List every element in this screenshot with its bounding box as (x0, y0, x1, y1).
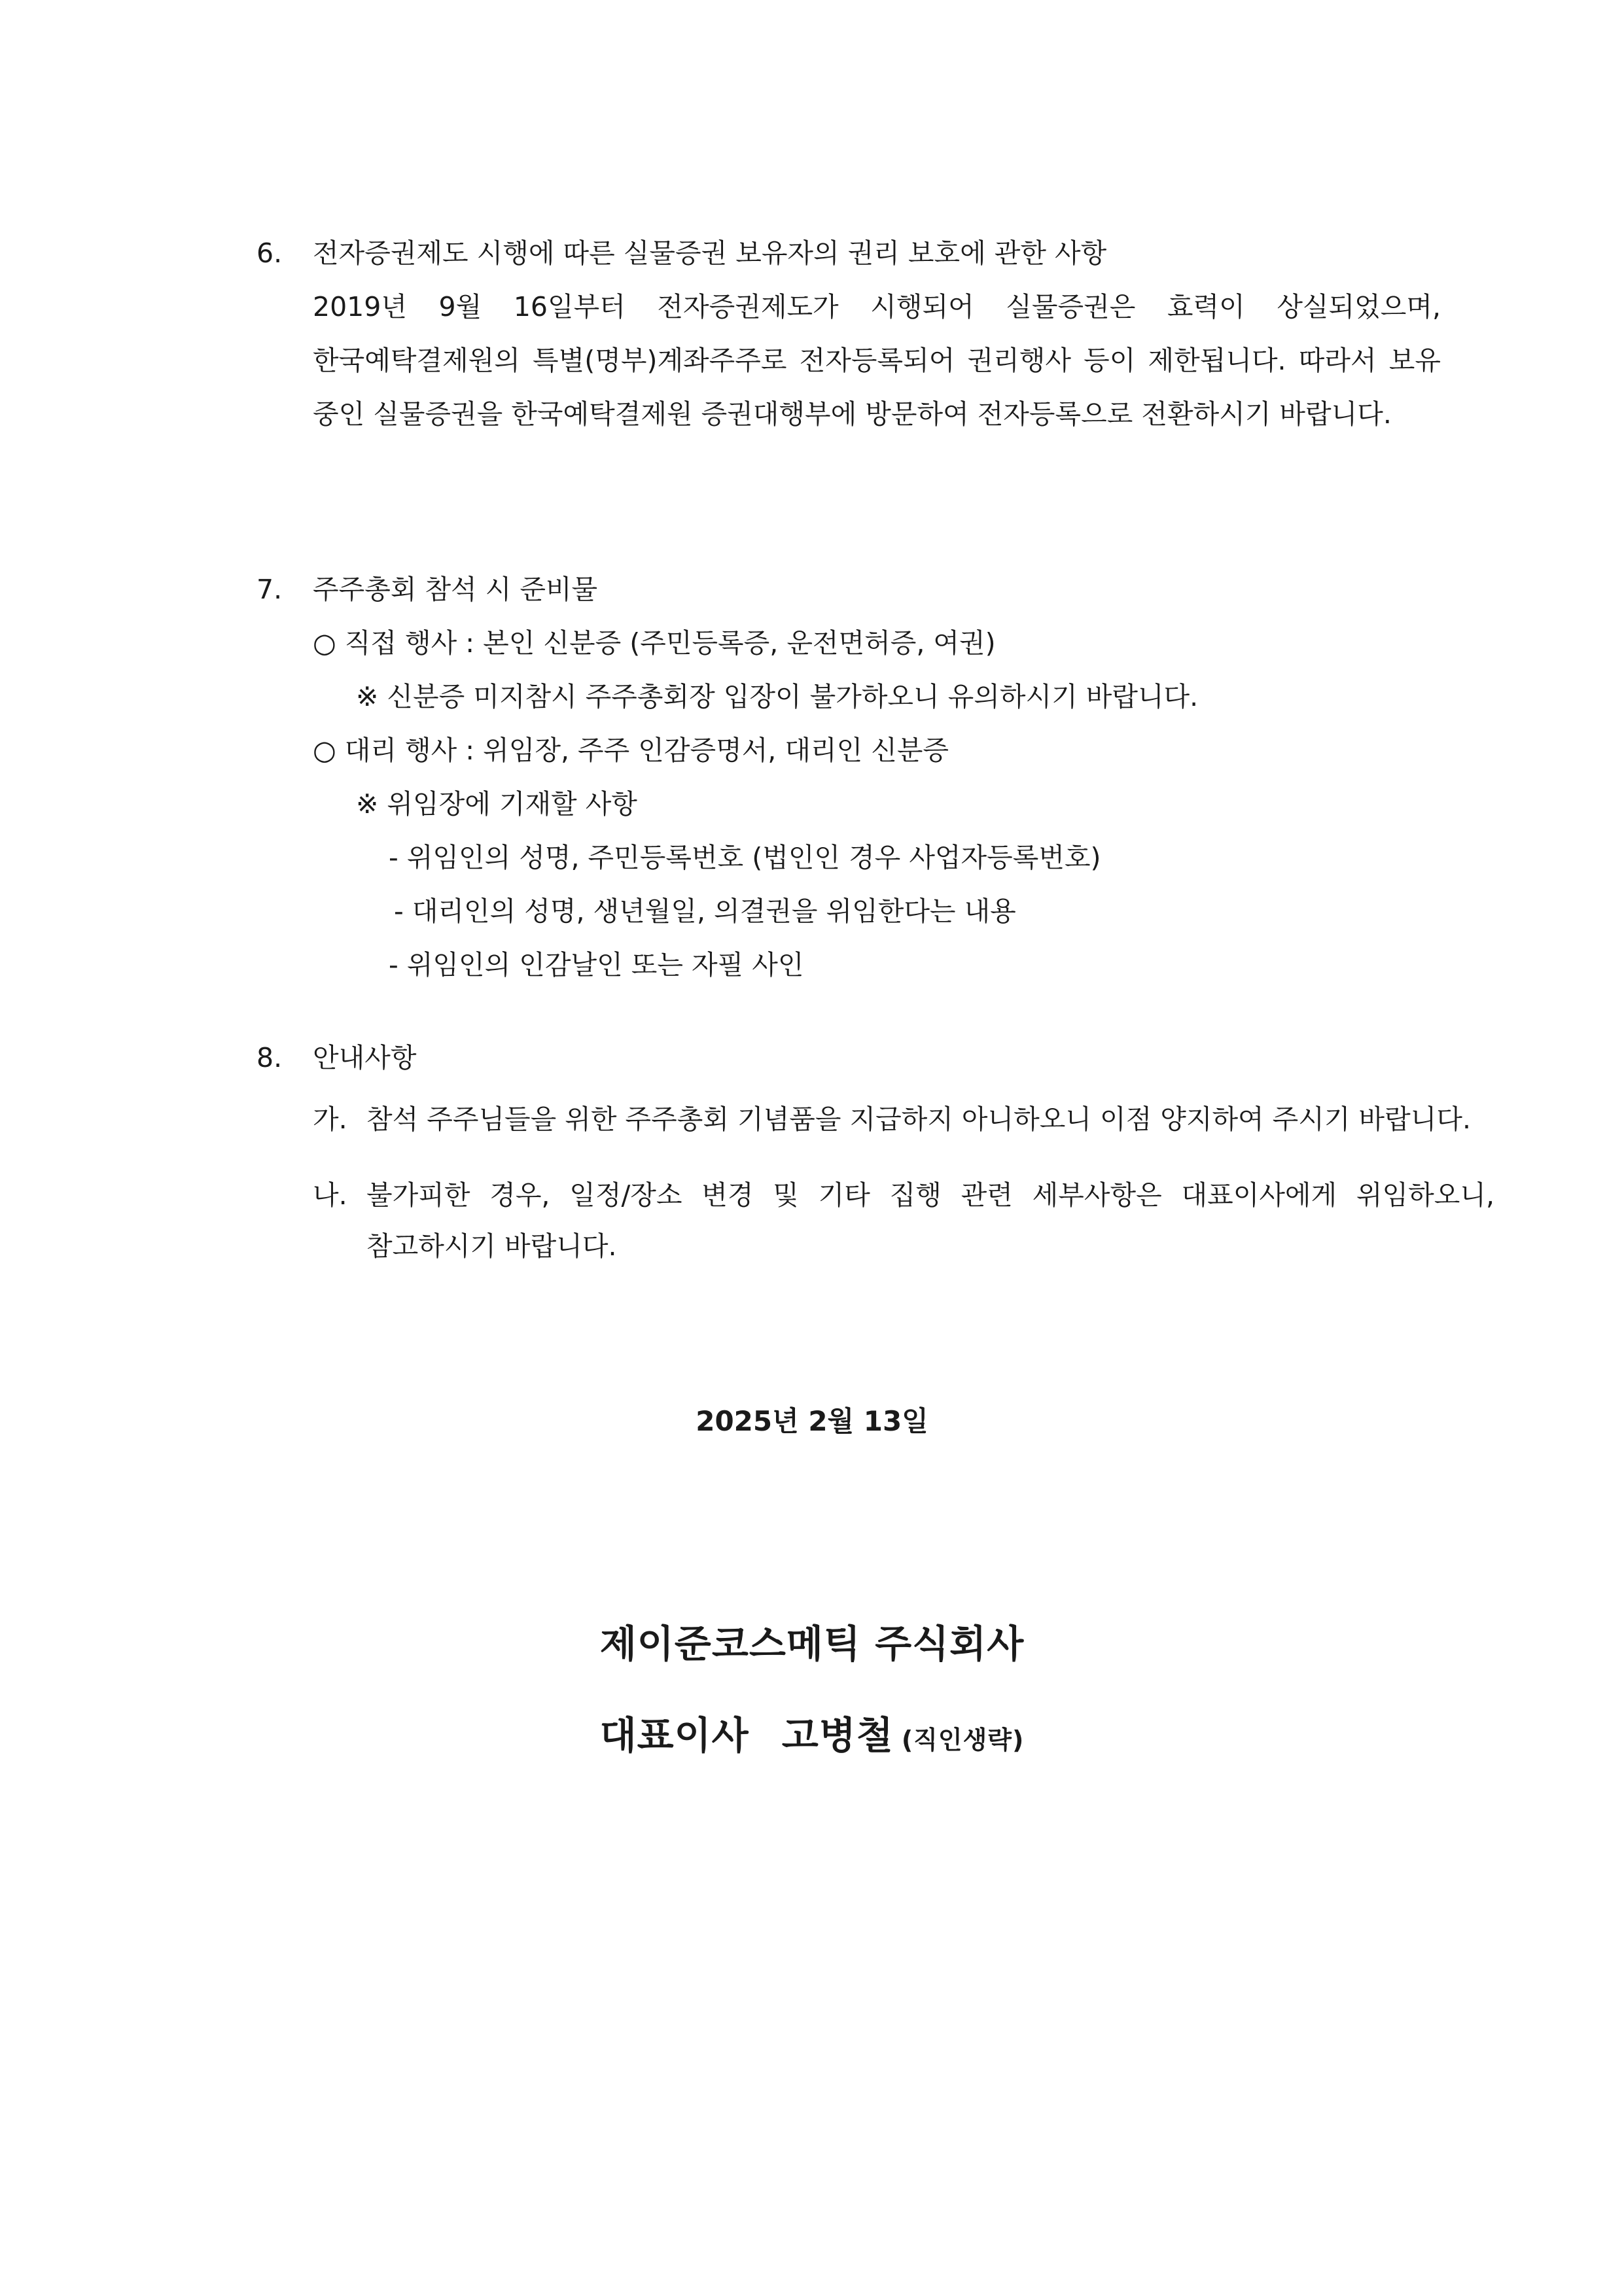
notice-item (313, 1094, 1494, 1145)
notice-item-mark: 가. (313, 1104, 347, 1135)
proxy-item: - 위임인의 인감날인 또는 자필 사인 (389, 949, 804, 981)
ceo-signature-line (0, 1705, 1624, 1760)
section-6-heading (256, 226, 1441, 280)
document-date: 2025년 2월 13일 (696, 1405, 928, 1437)
notice-item-mark: 나. (313, 1179, 347, 1211)
section-7-heading (256, 563, 1441, 616)
section-6 (256, 226, 1441, 441)
proxy-item: - 위임인의 성명, 주민등록번호 (법인인 경우 사업자등록번호) (389, 842, 1101, 873)
notice-item (313, 1170, 1494, 1272)
section-8 (256, 1031, 1494, 1272)
proxy-exercise-line: ○ 대리 행사 : 위임장, 주주 인감증명서, 대리인 신분증 (313, 735, 949, 766)
proxy-item: - 대리인의 성명, 생년월일, 의결권을 위임한다는 내용 (394, 896, 1016, 927)
section-number: 7. (256, 574, 283, 605)
ceo-name: 고병철 (781, 1713, 894, 1758)
seal-omitted-note: (직인생략) (901, 1726, 1025, 1754)
proxy-exercise-note: ※ 위임장에 기재할 사항 (356, 788, 637, 820)
section-7 (256, 563, 1441, 992)
company-name: 제이준코스메틱 주식회사 (599, 1622, 1025, 1666)
notice-item-text: 불가피한 경우, 일정/장소 변경 및 기타 집행 관련 세부사항은 대표이사에게 위임하오니, 참고하시기 바랍니다. (366, 1179, 1494, 1262)
section-6-body: 2019년 9월 16일부터 전자증권제도가 시행되어 실물증권은 효력이 상실되었으며, 한국예탁결제원의 특별(명부)계좌주주로 전자등록되어 권리행사 등이 제한됩니다. 따라서 보유 중인 실물증권을 한국예탁결제원 증권대행부에 방문하여 전자등록으로 전환하시기 바랍니다. (313, 291, 1441, 430)
section-number: 6. (256, 237, 283, 269)
section-8-heading (256, 1031, 1441, 1085)
direct-exercise-line: ○ 직접 행사 : 본인 신분증 (주민등록증, 운전면허증, 여권) (313, 627, 996, 659)
section-title: 주주총회 참석 시 준비물 (313, 574, 598, 605)
direct-exercise-note: ※ 신분증 미지참시 주주총회장 입장이 불가하오니 유의하시기 바랍니다. (356, 681, 1199, 712)
section-number: 8. (256, 1042, 283, 1073)
notice-item-text: 참석 주주님들을 위한 주주총회 기념품을 지급하지 아니하오니 이점 양지하여 주시기 바랍니다. (366, 1104, 1471, 1135)
section-title: 전자증권제도 시행에 따른 실물증권 보유자의 권리 보호에 관한 사항 (313, 237, 1107, 269)
section-title: 안내사항 (313, 1042, 417, 1073)
ceo-title: 대표이사 (599, 1713, 749, 1758)
